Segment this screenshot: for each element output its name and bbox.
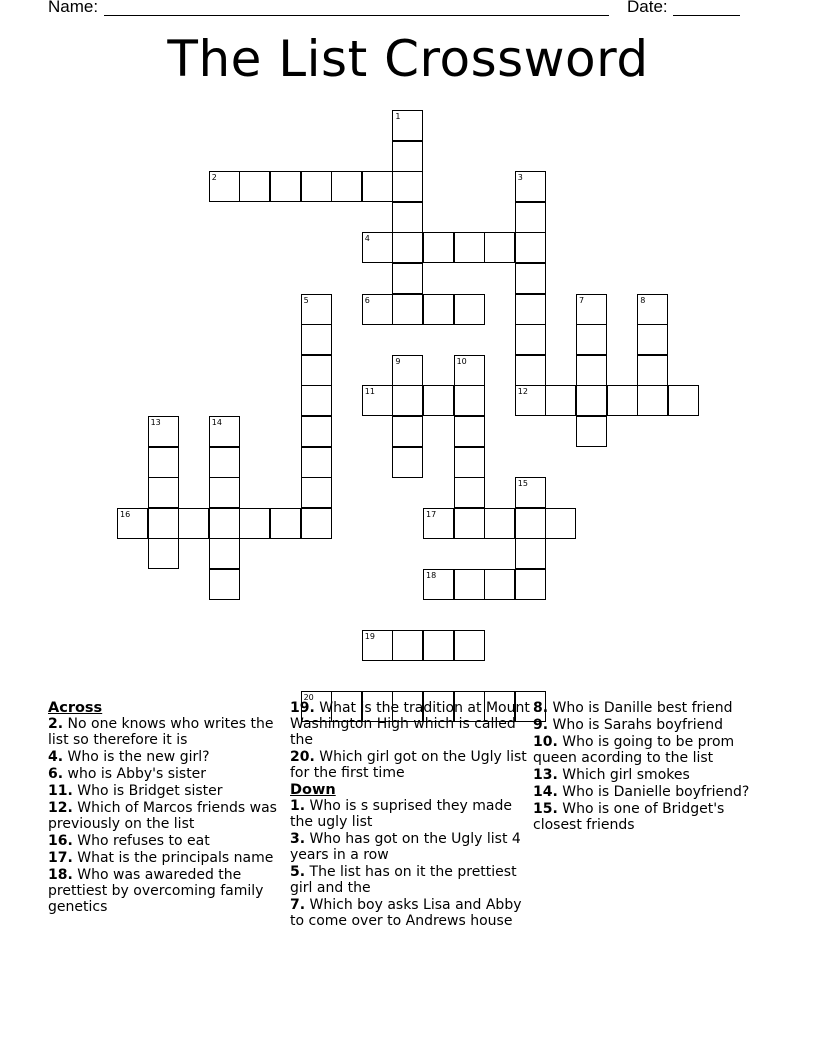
clue-item-number: 17. <box>48 850 73 866</box>
clue-item-number: 9. <box>533 717 549 733</box>
grid-cell[interactable] <box>301 385 332 416</box>
grid-cell[interactable] <box>331 171 362 202</box>
grid-cell[interactable] <box>301 324 332 355</box>
clue-item <box>533 734 773 766</box>
clue-item-number: 18. <box>48 867 73 883</box>
clue-item-number: 14. <box>533 784 558 800</box>
grid-cell[interactable] <box>637 385 668 416</box>
grid-cell[interactable] <box>423 385 454 416</box>
grid-cell[interactable] <box>148 447 179 478</box>
grid-cell[interactable] <box>239 508 270 539</box>
grid-cell[interactable] <box>515 355 546 386</box>
clue-item <box>48 749 288 765</box>
clue-item-text: Which girl smokes <box>557 767 690 783</box>
clue-item-text: Who refuses to eat <box>72 833 210 849</box>
grid-cell[interactable] <box>209 538 240 569</box>
grid-cell[interactable] <box>301 477 332 508</box>
grid-cell[interactable] <box>484 569 515 600</box>
clue-item-number: 19. <box>290 700 315 716</box>
grid-cell[interactable] <box>392 232 423 263</box>
grid-cell[interactable] <box>362 294 393 325</box>
grid-cell[interactable] <box>209 569 240 600</box>
clue-item-text: Who is one of Bridget's closest friends <box>533 801 725 833</box>
grid-cell[interactable] <box>454 232 485 263</box>
grid-cell[interactable] <box>454 477 485 508</box>
grid-cell[interactable] <box>668 385 699 416</box>
grid-cell[interactable] <box>362 171 393 202</box>
page-title: The List Crossword <box>167 30 649 88</box>
clue-item-text: What is the tradition at Mount Washington High which is called the <box>290 700 530 748</box>
grid-cell[interactable] <box>515 385 546 416</box>
grid-cell[interactable] <box>454 416 485 447</box>
grid-cell[interactable] <box>178 508 209 539</box>
clue-item-number: 3. <box>290 831 306 847</box>
clue-item-text: Who is going to be prom queen acording to the list <box>533 734 735 766</box>
across-heading: Across <box>48 700 103 716</box>
clue-item-text: Who is Sarahs boyfriend <box>548 717 723 733</box>
grid-cell[interactable] <box>637 355 668 386</box>
grid-cell[interactable] <box>301 416 332 447</box>
clue-item-number: 5. <box>290 864 306 880</box>
clue-item-text: Which of Marcos friends was previously on the list <box>48 800 277 832</box>
grid-cell[interactable] <box>301 355 332 386</box>
clue-item-text: who is Abby's sister <box>63 766 207 782</box>
down-heading: Down <box>290 782 336 798</box>
clue-number: 16 <box>120 509 131 519</box>
clue-item <box>48 783 288 799</box>
grid-cell[interactable] <box>392 355 423 386</box>
grid-cell[interactable] <box>576 324 607 355</box>
grid-cell[interactable] <box>515 263 546 294</box>
clue-number: 15 <box>517 479 528 489</box>
clue-item <box>290 798 530 830</box>
clue-item <box>533 767 773 783</box>
grid-cell[interactable] <box>392 141 423 172</box>
clue-item-number: 1. <box>290 798 306 814</box>
clue-item <box>48 766 288 782</box>
clue-number: 9 <box>395 356 401 366</box>
down-clue-list <box>290 798 530 929</box>
clue-number: 14 <box>211 418 222 427</box>
grid-cell[interactable] <box>209 477 240 508</box>
grid-cell[interactable] <box>239 171 270 202</box>
clue-item-text: Who has got on the Ugly list 4 years in a row <box>290 831 521 863</box>
grid-cell[interactable] <box>454 508 485 539</box>
clue-item <box>290 831 530 863</box>
grid-cell[interactable] <box>423 569 454 600</box>
grid-cell[interactable] <box>423 232 454 263</box>
clue-item-number: 15. <box>533 801 558 817</box>
clue-item-text: Who is Bridget sister <box>72 783 223 799</box>
clue-number: 4 <box>364 234 370 244</box>
clue-number: 10 <box>456 356 467 366</box>
clue-number: 8 <box>640 295 646 305</box>
across-clue-list-continued <box>290 700 530 781</box>
clue-item-text: Who is s suprised they made the ugly list <box>290 798 512 830</box>
grid-cell[interactable] <box>576 355 607 386</box>
grid-cell[interactable] <box>484 508 515 539</box>
clue-item-text: Who was awareded the prettiest by overcoming family genetics <box>48 867 264 915</box>
clue-item <box>290 700 530 748</box>
clue-item-number: 7. <box>290 897 306 913</box>
grid-cell[interactable] <box>515 171 546 202</box>
clue-item-number: 2. <box>48 716 64 732</box>
across-clue-list <box>48 716 288 915</box>
clue-number: 18 <box>426 571 437 580</box>
grid-cell[interactable] <box>392 294 423 325</box>
clue-item <box>48 716 288 748</box>
clue-item <box>533 717 773 733</box>
clue-item <box>533 801 773 833</box>
grid-cell[interactable] <box>515 569 546 600</box>
grid-cell[interactable] <box>362 630 393 661</box>
grid-cell[interactable] <box>392 110 423 141</box>
grid-cell[interactable] <box>515 294 546 325</box>
clue-item-number: 6. <box>48 766 64 782</box>
clue-number: 13 <box>150 418 161 427</box>
grid-cell[interactable] <box>423 630 454 661</box>
clue-number: 5 <box>303 295 309 305</box>
grid-cell[interactable] <box>515 508 546 539</box>
clue-item-text: Which girl got on the Ugly list for the first time <box>290 749 527 781</box>
clues-column-3 <box>533 700 773 834</box>
grid-cell[interactable] <box>637 294 668 325</box>
clue-item-text: Who is Danille best friend <box>548 700 733 716</box>
grid-cell[interactable] <box>454 569 485 600</box>
grid-cell[interactable] <box>515 202 546 233</box>
clue-number: 7 <box>579 295 585 305</box>
grid-cell[interactable] <box>270 508 301 539</box>
grid-cell[interactable] <box>117 508 148 539</box>
grid-cell[interactable] <box>515 538 546 569</box>
grid-cell[interactable] <box>301 294 332 325</box>
clue-item <box>48 867 288 915</box>
grid-cell[interactable] <box>362 385 393 416</box>
grid-cell[interactable] <box>209 447 240 478</box>
clue-item-number: 11. <box>48 783 73 799</box>
grid-cell[interactable] <box>576 294 607 325</box>
grid-cell[interactable] <box>392 202 423 233</box>
clue-item <box>48 800 288 832</box>
clue-item-number: 13. <box>533 767 558 783</box>
date-label: Date: <box>627 0 668 16</box>
grid-cell[interactable] <box>637 324 668 355</box>
clue-item-text: Who is the new girl? <box>63 749 210 765</box>
clue-item-number: 16. <box>48 833 73 849</box>
grid-cell[interactable] <box>392 171 423 202</box>
clue-item-text: Who is Danielle boyfriend? <box>557 784 750 800</box>
clue-item-text: Which boy asks Lisa and Abby to come over to Andrews house <box>290 897 522 929</box>
grid-cell[interactable] <box>270 171 301 202</box>
grid-cell[interactable] <box>515 477 546 508</box>
grid-cell[interactable] <box>576 385 607 416</box>
grid-cell[interactable] <box>301 171 332 202</box>
clue-item <box>533 700 773 716</box>
grid-cell[interactable] <box>392 263 423 294</box>
grid-cell[interactable] <box>607 385 638 416</box>
grid-cell[interactable] <box>545 508 576 539</box>
grid-cell[interactable] <box>423 294 454 325</box>
grid-cell[interactable] <box>148 508 179 539</box>
name-label: Name: <box>48 0 99 16</box>
clue-number: 19 <box>364 632 375 642</box>
grid-cell[interactable] <box>454 355 485 386</box>
grid-cell[interactable] <box>454 630 485 661</box>
clue-item-number: 10. <box>533 734 558 750</box>
grid-cell[interactable] <box>423 508 454 539</box>
grid-cell[interactable] <box>148 538 179 569</box>
clue-item-number: 12. <box>48 800 73 816</box>
clue-item <box>48 850 288 866</box>
grid-cell[interactable] <box>454 447 485 478</box>
clue-number: 1 <box>395 112 401 121</box>
clue-item-text: No one knows who writes the list so therefore it is <box>48 716 274 748</box>
clue-number: 12 <box>517 387 528 397</box>
grid-cell[interactable] <box>209 171 240 202</box>
clue-item <box>290 897 530 929</box>
grid-cell[interactable] <box>576 416 607 447</box>
clue-number: 11 <box>364 387 375 397</box>
grid-cell[interactable] <box>301 447 332 478</box>
grid-cell[interactable] <box>545 385 576 416</box>
clue-item <box>290 864 530 896</box>
clue-item <box>290 749 530 781</box>
grid-cell[interactable] <box>392 416 423 447</box>
clues-column-2 <box>290 700 530 930</box>
grid-cell[interactable] <box>301 508 332 539</box>
clue-item <box>533 784 773 800</box>
grid-cell[interactable] <box>148 416 179 447</box>
clue-item-number: 4. <box>48 749 64 765</box>
grid-cell[interactable] <box>454 385 485 416</box>
clue-item-number: 8. <box>533 700 549 716</box>
grid-cell[interactable] <box>209 508 240 539</box>
clue-number: 2 <box>211 173 217 183</box>
grid-cell[interactable] <box>392 447 423 478</box>
grid-cell[interactable] <box>392 630 423 661</box>
grid-cell[interactable] <box>515 232 546 263</box>
clues-column-1 <box>48 700 288 916</box>
grid-cell[interactable] <box>362 232 393 263</box>
grid-cell[interactable] <box>454 294 485 325</box>
clue-item-number: 20. <box>290 749 315 765</box>
grid-cell[interactable] <box>148 477 179 508</box>
grid-cell[interactable] <box>209 416 240 447</box>
down-clue-list-continued <box>533 700 773 833</box>
clue-number: 3 <box>517 173 523 183</box>
clue-number: 20 <box>303 693 314 703</box>
clue-item-text: What is the principals name <box>72 850 274 866</box>
clue-number: 6 <box>364 295 370 305</box>
clue-item <box>48 833 288 849</box>
clue-item-text: The list has on it the prettiest girl and the <box>290 864 517 896</box>
grid-cell[interactable] <box>484 232 515 263</box>
grid-cell[interactable] <box>515 324 546 355</box>
grid-cell[interactable] <box>392 385 423 416</box>
clue-number: 17 <box>426 509 437 519</box>
